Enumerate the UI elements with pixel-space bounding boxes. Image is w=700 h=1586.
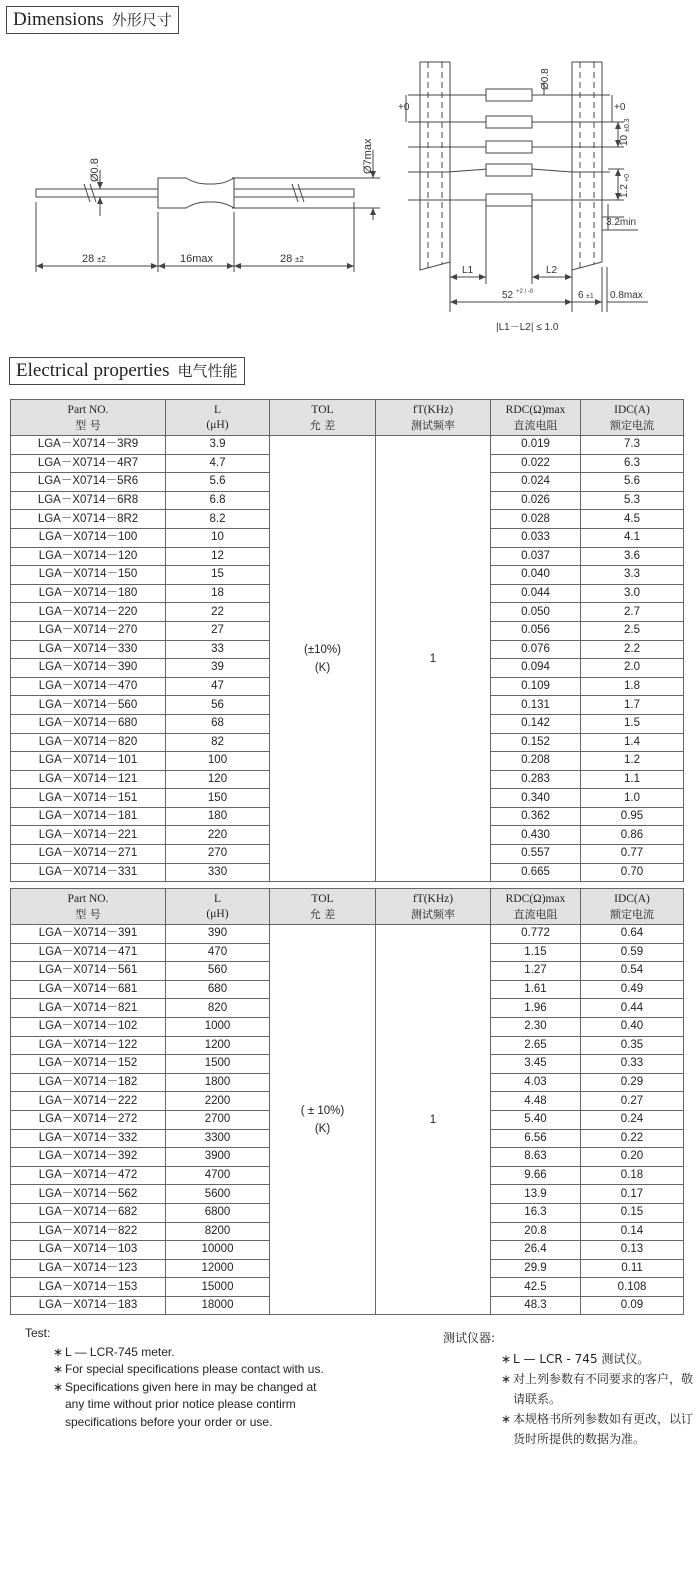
current-cell: 0.70 [581,863,684,882]
resistance-cell: 42.5 [491,1278,581,1297]
part-number-cell: LGA－X0714－682 [11,1203,166,1222]
resistance-cell: 8.63 [491,1148,581,1167]
header-frequency: fT(KHz) 测试频率 [376,889,491,925]
part-number-cell: LGA－X0714－470 [11,677,166,696]
part-number-cell: LGA－X0714－330 [11,640,166,659]
current-cell: 2.5 [581,621,684,640]
inductance-cell: 1800 [166,1073,270,1092]
current-cell: 0.59 [581,943,684,962]
resistance-cell: 0.056 [491,621,581,640]
table-1-body [11,436,684,882]
span-label: 52 [502,290,514,301]
l1-label: L1 [462,265,474,276]
current-cell: 5.3 [581,491,684,510]
part-number-cell: LGA－X0714－100 [11,528,166,547]
spacing-tol-label: +0 [624,174,631,182]
part-number-cell: LGA－X0714－221 [11,826,166,845]
current-cell: 0.17 [581,1185,684,1204]
spacing-label: 1.2 [619,184,630,198]
current-cell: 0.09 [581,1296,684,1315]
part-number-cell: LGA－X0714－272 [11,1110,166,1129]
current-cell: 3.3 [581,566,684,585]
min-clearance-label: 3.2min [606,217,637,228]
resistance-cell: 0.022 [491,454,581,473]
part-number-cell: LGA－X0714－822 [11,1222,166,1241]
current-cell: 0.44 [581,999,684,1018]
part-number-cell: LGA－X0714－3R9 [11,436,166,455]
resistance-cell: 1.96 [491,999,581,1018]
inductance-cell: 150 [166,789,270,808]
part-number-cell: LGA－X0714－101 [11,752,166,771]
part-number-cell: LGA－X0714－560 [11,696,166,715]
part-number-cell: LGA－X0714－220 [11,603,166,622]
tape-offset-label: 6 [578,290,584,301]
part-number-cell: LGA－X0714－123 [11,1259,166,1278]
inductance-cell: 10 [166,528,270,547]
notes-header: 测试仪器: [443,1331,496,1345]
current-cell: 3.6 [581,547,684,566]
table-header-row [11,889,684,925]
resistance-cell: 0.028 [491,510,581,529]
current-cell: 0.77 [581,845,684,864]
inductance-cell: 2700 [166,1110,270,1129]
inductance-cell: 390 [166,925,270,944]
inductance-cell: 82 [166,733,270,752]
body-diameter-label: Ø7max [362,138,374,174]
part-number-cell: LGA－X0714－271 [11,845,166,864]
header-frequency: fT(KHz) 测试频率 [376,400,491,436]
part-number-cell: LGA－X0714－153 [11,1278,166,1297]
tape-offset-tol-label: ±1 [586,293,594,300]
inductance-cell: 12 [166,547,270,566]
inductance-cell: 1500 [166,1055,270,1074]
current-cell: 0.20 [581,1148,684,1167]
table-header-row [11,400,684,436]
resistance-cell: 0.050 [491,603,581,622]
taping-drawing [398,52,698,342]
resistance-cell: 0.019 [491,436,581,455]
resistance-cell: 9.66 [491,1166,581,1185]
header-inductance: L (μH) [166,889,270,925]
part-number-cell: LGA－X0714－222 [11,1092,166,1111]
current-cell: 0.49 [581,980,684,999]
inductance-cell: 5.6 [166,473,270,492]
test-notes-en [25,1325,325,1431]
inductance-cell: 10000 [166,1241,270,1260]
dimensions-title [6,6,179,34]
resistance-cell: 26.4 [491,1241,581,1260]
part-number-cell: LGA－X0714－680 [11,714,166,733]
pitch-tol-label: ±0.3 [624,118,631,132]
inductance-cell: 560 [166,962,270,981]
current-cell: 3.0 [581,584,684,603]
resistance-cell: 3.45 [491,1055,581,1074]
inductance-cell: 56 [166,696,270,715]
inductance-cell: 680 [166,980,270,999]
part-number-cell: LGA－X0714－5R6 [11,473,166,492]
current-cell: 0.18 [581,1166,684,1185]
table-row [11,436,684,455]
part-number-cell: LGA－X0714－332 [11,1129,166,1148]
part-number-cell: LGA－X0714－561 [11,962,166,981]
inductance-cell: 270 [166,845,270,864]
header-resistance: RDC(Ω)max 直流电阻 [491,889,581,925]
resistance-cell: 0.131 [491,696,581,715]
pitch-label: 10 [619,134,630,146]
resistance-cell: 1.15 [491,943,581,962]
part-number-cell: LGA－X0714－151 [11,789,166,808]
part-number-cell: LGA－X0714－122 [11,1036,166,1055]
header-part: Part NO. 型 号 [11,400,166,436]
current-cell: 0.108 [581,1278,684,1297]
inductance-cell: 4700 [166,1166,270,1185]
current-cell: 0.86 [581,826,684,845]
current-cell: 1.7 [581,696,684,715]
inductance-cell: 8.2 [166,510,270,529]
test-notes-cn [443,1328,693,1449]
inductance-cell: 18000 [166,1296,270,1315]
current-cell: 0.24 [581,1110,684,1129]
inductance-cell: 1200 [166,1036,270,1055]
inductance-cell: 3900 [166,1148,270,1167]
resistance-cell: 0.024 [491,473,581,492]
header-tolerance: TOL 允 差 [270,400,376,436]
right-lead-length: 28 [280,253,293,265]
resistance-cell: 0.430 [491,826,581,845]
inductance-cell: 39 [166,659,270,678]
part-number-cell: LGA－X0714－270 [11,621,166,640]
resistance-cell: 0.044 [491,584,581,603]
current-cell: 1.1 [581,770,684,789]
table-2-body [11,925,684,1315]
part-number-cell: LGA－X0714－390 [11,659,166,678]
frequency-cell: 1 [376,925,491,1315]
current-cell: 0.35 [581,1036,684,1055]
part-number-cell: LGA－X0714－8R2 [11,510,166,529]
current-cell: 0.13 [581,1241,684,1260]
note-item: ∗ For special specifications please contact with us. [53,1362,324,1376]
body-length-label: 16max [180,253,214,265]
electrical-table-1 [10,399,684,882]
lead-diameter-label: Ø0.8 [89,158,101,182]
header-current: IDC(A) 额定电流 [581,889,684,925]
dimensions-title-cn: 外形尺寸 [111,11,172,29]
inductance-cell: 2200 [166,1092,270,1111]
inductance-cell: 27 [166,621,270,640]
current-cell: 0.29 [581,1073,684,1092]
note-item: ∗ L — LCR - 745 测试仪。 [501,1352,650,1366]
electrical-table-2 [10,888,684,1315]
resistance-cell: 13.9 [491,1185,581,1204]
header-part: Part NO. 型 号 [11,889,166,925]
resistance-cell: 0.142 [491,714,581,733]
inductance-cell: 22 [166,603,270,622]
table-row [11,925,684,944]
frequency-cell: 1 [376,436,491,882]
part-number-cell: LGA－X0714－183 [11,1296,166,1315]
part-number-cell: LGA－X0714－471 [11,943,166,962]
resistance-cell: 1.27 [491,962,581,981]
current-cell: 5.6 [581,473,684,492]
right-lead-tol: ±2 [295,255,304,264]
resistance-cell: 0.283 [491,770,581,789]
current-cell: 2.7 [581,603,684,622]
resistance-cell: 0.557 [491,845,581,864]
resistance-cell: 0.362 [491,807,581,826]
current-cell: 0.14 [581,1222,684,1241]
part-number-cell: LGA－X0714－472 [11,1166,166,1185]
resistance-cell: 0.037 [491,547,581,566]
current-cell: 1.8 [581,677,684,696]
part-number-cell: LGA－X0714－103 [11,1241,166,1260]
inductance-cell: 12000 [166,1259,270,1278]
part-number-cell: LGA－X0714－820 [11,733,166,752]
note-item: ∗ 对上列参数有不同要求的客户，敬请联系。 [501,1372,694,1406]
resistance-cell: 20.8 [491,1222,581,1241]
resistance-cell: 4.48 [491,1092,581,1111]
l2-label: L2 [546,265,558,276]
header-current: IDC(A) 额定电流 [581,400,684,436]
resistance-cell: 2.30 [491,1017,581,1036]
resistance-cell: 0.040 [491,566,581,585]
resistance-cell: 0.033 [491,528,581,547]
electrical-title [9,357,245,385]
current-cell: 0.95 [581,807,684,826]
current-cell: 0.64 [581,925,684,944]
part-number-cell: LGA－X0714－6R8 [11,491,166,510]
part-number-cell: LGA－X0714－121 [11,770,166,789]
note-item: ∗ Specifications given here in may be changed at any time without prior notice please contirm specifications before your order or use. [53,1379,317,1429]
inductance-cell: 220 [166,826,270,845]
part-number-cell: LGA－X0714－180 [11,584,166,603]
resistance-cell: 0.340 [491,789,581,808]
inductance-cell: 120 [166,770,270,789]
current-cell: 1.0 [581,789,684,808]
inductance-cell: 470 [166,943,270,962]
resistance-cell: 48.3 [491,1296,581,1315]
left-lead-length: 28 [82,253,95,265]
resistance-cell: 0.026 [491,491,581,510]
part-number-cell: LGA－X0714－562 [11,1185,166,1204]
current-cell: 0.40 [581,1017,684,1036]
part-number-cell: LGA－X0714－182 [11,1073,166,1092]
resistance-cell: 6.56 [491,1129,581,1148]
inductance-cell: 15 [166,566,270,585]
resistance-cell: 0.094 [491,659,581,678]
inductance-cell: 47 [166,677,270,696]
inductance-cell: 15000 [166,1278,270,1297]
inductance-cell: 18 [166,584,270,603]
header-tolerance: TOL 允 差 [270,889,376,925]
current-cell: 4.5 [581,510,684,529]
inductance-cell: 33 [166,640,270,659]
part-number-cell: LGA－X0714－392 [11,1148,166,1167]
current-cell: 0.22 [581,1129,684,1148]
inductance-cell: 4.7 [166,454,270,473]
current-cell: 1.4 [581,733,684,752]
resistance-cell: 16.3 [491,1203,581,1222]
current-cell: 2.2 [581,640,684,659]
inductance-cell: 68 [166,714,270,733]
resistance-cell: 1.61 [491,980,581,999]
resistance-cell: 0.109 [491,677,581,696]
current-cell: 0.15 [581,1203,684,1222]
resistance-cell: 2.65 [491,1036,581,1055]
part-number-cell: LGA－X0714－681 [11,980,166,999]
resistance-cell: 0.076 [491,640,581,659]
tolerance-cell: ( ± 10%) (K) [270,925,376,1315]
inductance-cell: 6800 [166,1203,270,1222]
current-cell: 6.3 [581,454,684,473]
electrical-title-en: Electrical properties [16,360,170,381]
current-cell: 1.5 [581,714,684,733]
note-item: ∗ 本规格书所列参数如有更改，以订货时所提供的数据为准。 [501,1412,694,1446]
inductance-cell: 330 [166,863,270,882]
resistance-cell: 0.772 [491,925,581,944]
condition-label: |L1－L2| ≤ 1.0 [496,322,559,333]
left-lead-tol: ±2 [97,255,106,264]
part-number-cell: LGA－X0714－4R7 [11,454,166,473]
tape-thickness-label: 0.8max [610,290,643,301]
notes-header: Test: [25,1326,51,1340]
inductance-cell: 180 [166,807,270,826]
current-cell: 0.11 [581,1259,684,1278]
part-number-cell: LGA－X0714－821 [11,999,166,1018]
current-cell: 1.2 [581,752,684,771]
inductance-cell: 100 [166,752,270,771]
part-number-cell: LGA－X0714－391 [11,925,166,944]
resistance-cell: 0.665 [491,863,581,882]
span-tol-label: +2 / -0 [516,289,534,295]
inductance-cell: 1000 [166,1017,270,1036]
tolerance-cell: (±10%) (K) [270,436,376,882]
inductance-cell: 3300 [166,1129,270,1148]
current-cell: 0.27 [581,1092,684,1111]
current-cell: 7.3 [581,436,684,455]
electrical-title-cn: 电气性能 [177,362,238,380]
tape-lead-diameter: Ø0.8 [540,68,551,90]
part-number-cell: LGA－X0714－120 [11,547,166,566]
part-number-cell: LGA－X0714－152 [11,1055,166,1074]
current-cell: 2.0 [581,659,684,678]
part-number-cell: LGA－X0714－102 [11,1017,166,1036]
current-cell: 0.54 [581,962,684,981]
resistance-cell: 0.208 [491,752,581,771]
dimensions-title-en: Dimensions [13,9,104,30]
inductance-cell: 820 [166,999,270,1018]
part-number-cell: LGA－X0714－181 [11,807,166,826]
resistance-cell: 4.03 [491,1073,581,1092]
inductance-cell: 6.8 [166,491,270,510]
offset-right-label: +0 [614,102,626,113]
axial-inductor-drawing [0,120,400,280]
inductance-cell: 3.9 [166,436,270,455]
resistance-cell: 5.40 [491,1110,581,1129]
part-number-cell: LGA－X0714－331 [11,863,166,882]
offset-left-label: +0 [398,102,410,113]
resistance-cell: 29.9 [491,1259,581,1278]
header-resistance: RDC(Ω)max 直流电阻 [491,400,581,436]
part-number-cell: LGA－X0714－150 [11,566,166,585]
header-inductance: L (μH) [166,400,270,436]
inductance-cell: 5600 [166,1185,270,1204]
current-cell: 4.1 [581,528,684,547]
resistance-cell: 0.152 [491,733,581,752]
inductance-cell: 8200 [166,1222,270,1241]
current-cell: 0.33 [581,1055,684,1074]
note-item: ∗ L — LCR-745 meter. [53,1344,175,1359]
